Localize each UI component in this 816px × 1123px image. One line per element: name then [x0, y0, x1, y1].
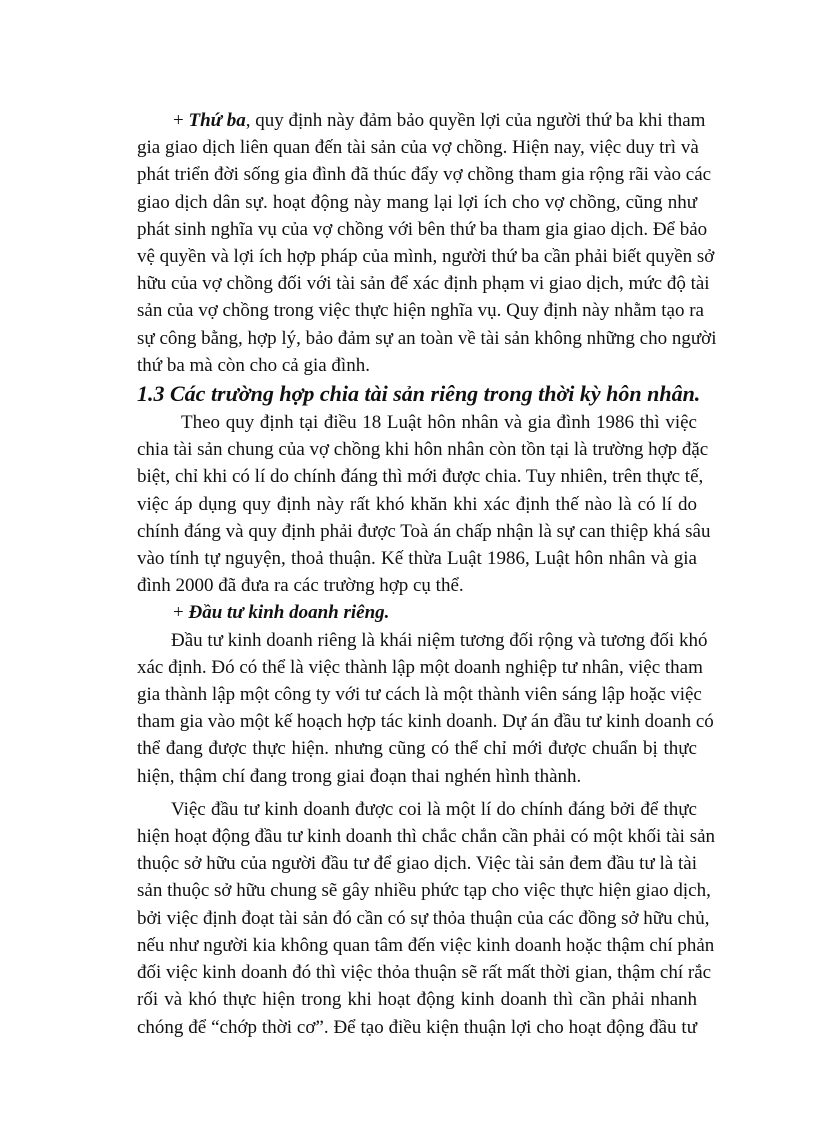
text-line: sản của vợ chồng trong việc thực hiện nghĩa vụ. Quy định này nhằm tạo ra: [137, 300, 704, 322]
text-line: thứ ba mà còn cho cả gia đình.: [137, 354, 370, 376]
text-line: chóng để “chớp thời cơ”. Để tạo điều kiện thuận lợi cho hoạt động đầu tư: [137, 1016, 697, 1038]
text-line: + Thứ ba, quy định này đảm bảo quyền lợi của người thứ ba khi tham: [173, 110, 706, 131]
text-line: rối và khó thực hiện trong khi hoạt động kinh doanh thì cần phải nhanh: [137, 989, 697, 1011]
text-line: phát sinh nghĩa vụ của vợ chồng với bên thứ ba tham gia giao dịch. Để bảo: [137, 218, 708, 240]
document-body: [137, 107, 717, 1041]
text-line: sản thuộc sở hữu chung sẽ gây nhiều phức tạp cho việc thực hiện giao dịch,: [137, 880, 711, 902]
text-line: hữu của vợ chồng đối với tài sản để xác định phạm vi giao dịch, mức độ tài: [137, 273, 710, 295]
text-line: hiện hoạt động đầu tư kinh doanh thì chắc chắn cần phải có một khối tài sản: [137, 826, 716, 848]
text-line: biệt, chỉ khi có lí do chính đáng thì mới được chia. Tuy nhiên, trên thực tế,: [137, 466, 704, 488]
text-line: vào tính tự nguyện, thoả thuận. Kế thừa Luật 1986, Luật hôn nhân và gia: [137, 548, 697, 570]
text-line: sự công bằng, hợp lý, bảo đảm sự an toàn về tài sản không những cho người: [137, 327, 717, 349]
section-heading: 1.3 Các trường hợp chia tài sản riêng trong thời kỳ hôn nhân.: [137, 381, 701, 407]
text-line: tham gia vào một kế hoạch hợp tác kinh doanh. Dự án đầu tư kinh doanh có: [137, 711, 714, 733]
paragraph-third-party: [137, 107, 717, 379]
text-line: + Đầu tư kinh doanh riêng.: [173, 602, 390, 624]
text-line: thuộc sở hữu của người đầu tư để giao dịch. Việc tài sản đem đầu tư là tài: [137, 853, 697, 875]
text-line: bởi việc định đoạt tài sản đó cần có sự thỏa thuận của các đồng sở hữu chủ,: [137, 907, 710, 929]
text-line: hiện, thậm chí đang trong giai đoạn thai nghén hình thành.: [137, 765, 582, 787]
paragraph-law-1986: [137, 409, 711, 599]
text-line: Theo quy định tại điều 18 Luật hôn nhân và gia đình 1986 thì việc: [181, 412, 697, 434]
text-line: chính đáng và quy định phải được Toà án chấp nhận là sự can thiệp khá sâu: [137, 520, 711, 542]
text-line: gia thành lập một công ty với tư cách là một thành viên sáng lập hoặc việc: [137, 684, 702, 706]
subheading-investment: [137, 599, 697, 626]
emphasis-label: Đầu tư kinh doanh riêng.: [188, 602, 390, 624]
text-line: xác định. Đó có thể là việc thành lập một doanh nghiệp tư nhân, việc tham: [137, 656, 703, 678]
text-line: phát triển đời sống gia đình đã thúc đẩy vợ chồng tham gia rộng rãi vào các: [137, 164, 712, 186]
text-line: thể đang được thực hiện. nhưng cũng có thể chỉ mới được chuẩn bị thực: [137, 738, 697, 760]
text-line: gia giao dịch liên quan đến tài sản của vợ chồng. Hiện nay, việc duy trì và: [137, 137, 699, 159]
text-line: việc áp dụng quy định này rất khó khăn khi xác định thế nào là có lí do: [137, 493, 697, 515]
text-line: đối việc kinh doanh đó thì việc thỏa thuận sẽ rất mất thời gian, thậm chí rắc: [137, 962, 712, 984]
text-line: đình 2000 đã đưa ra các trường hợp cụ thể.: [137, 575, 464, 597]
text-line: Việc đầu tư kinh doanh được coi là một lí do chính đáng bởi để thực: [171, 798, 697, 820]
paragraph-investment-definition: [137, 627, 714, 790]
text-line: Đầu tư kinh doanh riêng là khái niệm tương đối rộng và tương đối khó: [171, 629, 708, 651]
text-line: vệ quyền và lợi ích hợp pháp của mình, người thứ ba cần phải biết quyền sở: [137, 246, 715, 268]
emphasis-label: Thứ ba: [188, 110, 246, 131]
text-line: giao dịch dân sự. hoạt động này mang lại lợi ích cho vợ chồng, cũng như: [137, 191, 697, 213]
text-line: nếu như người kia không quan tâm đến việc kinh doanh hoặc thậm chí phản: [137, 934, 715, 956]
text-line: chia tài sản chung của vợ chồng khi hôn nhân còn tồn tại là trường hợp đặc: [137, 439, 709, 461]
paragraph-investment-reason: [137, 796, 716, 1041]
